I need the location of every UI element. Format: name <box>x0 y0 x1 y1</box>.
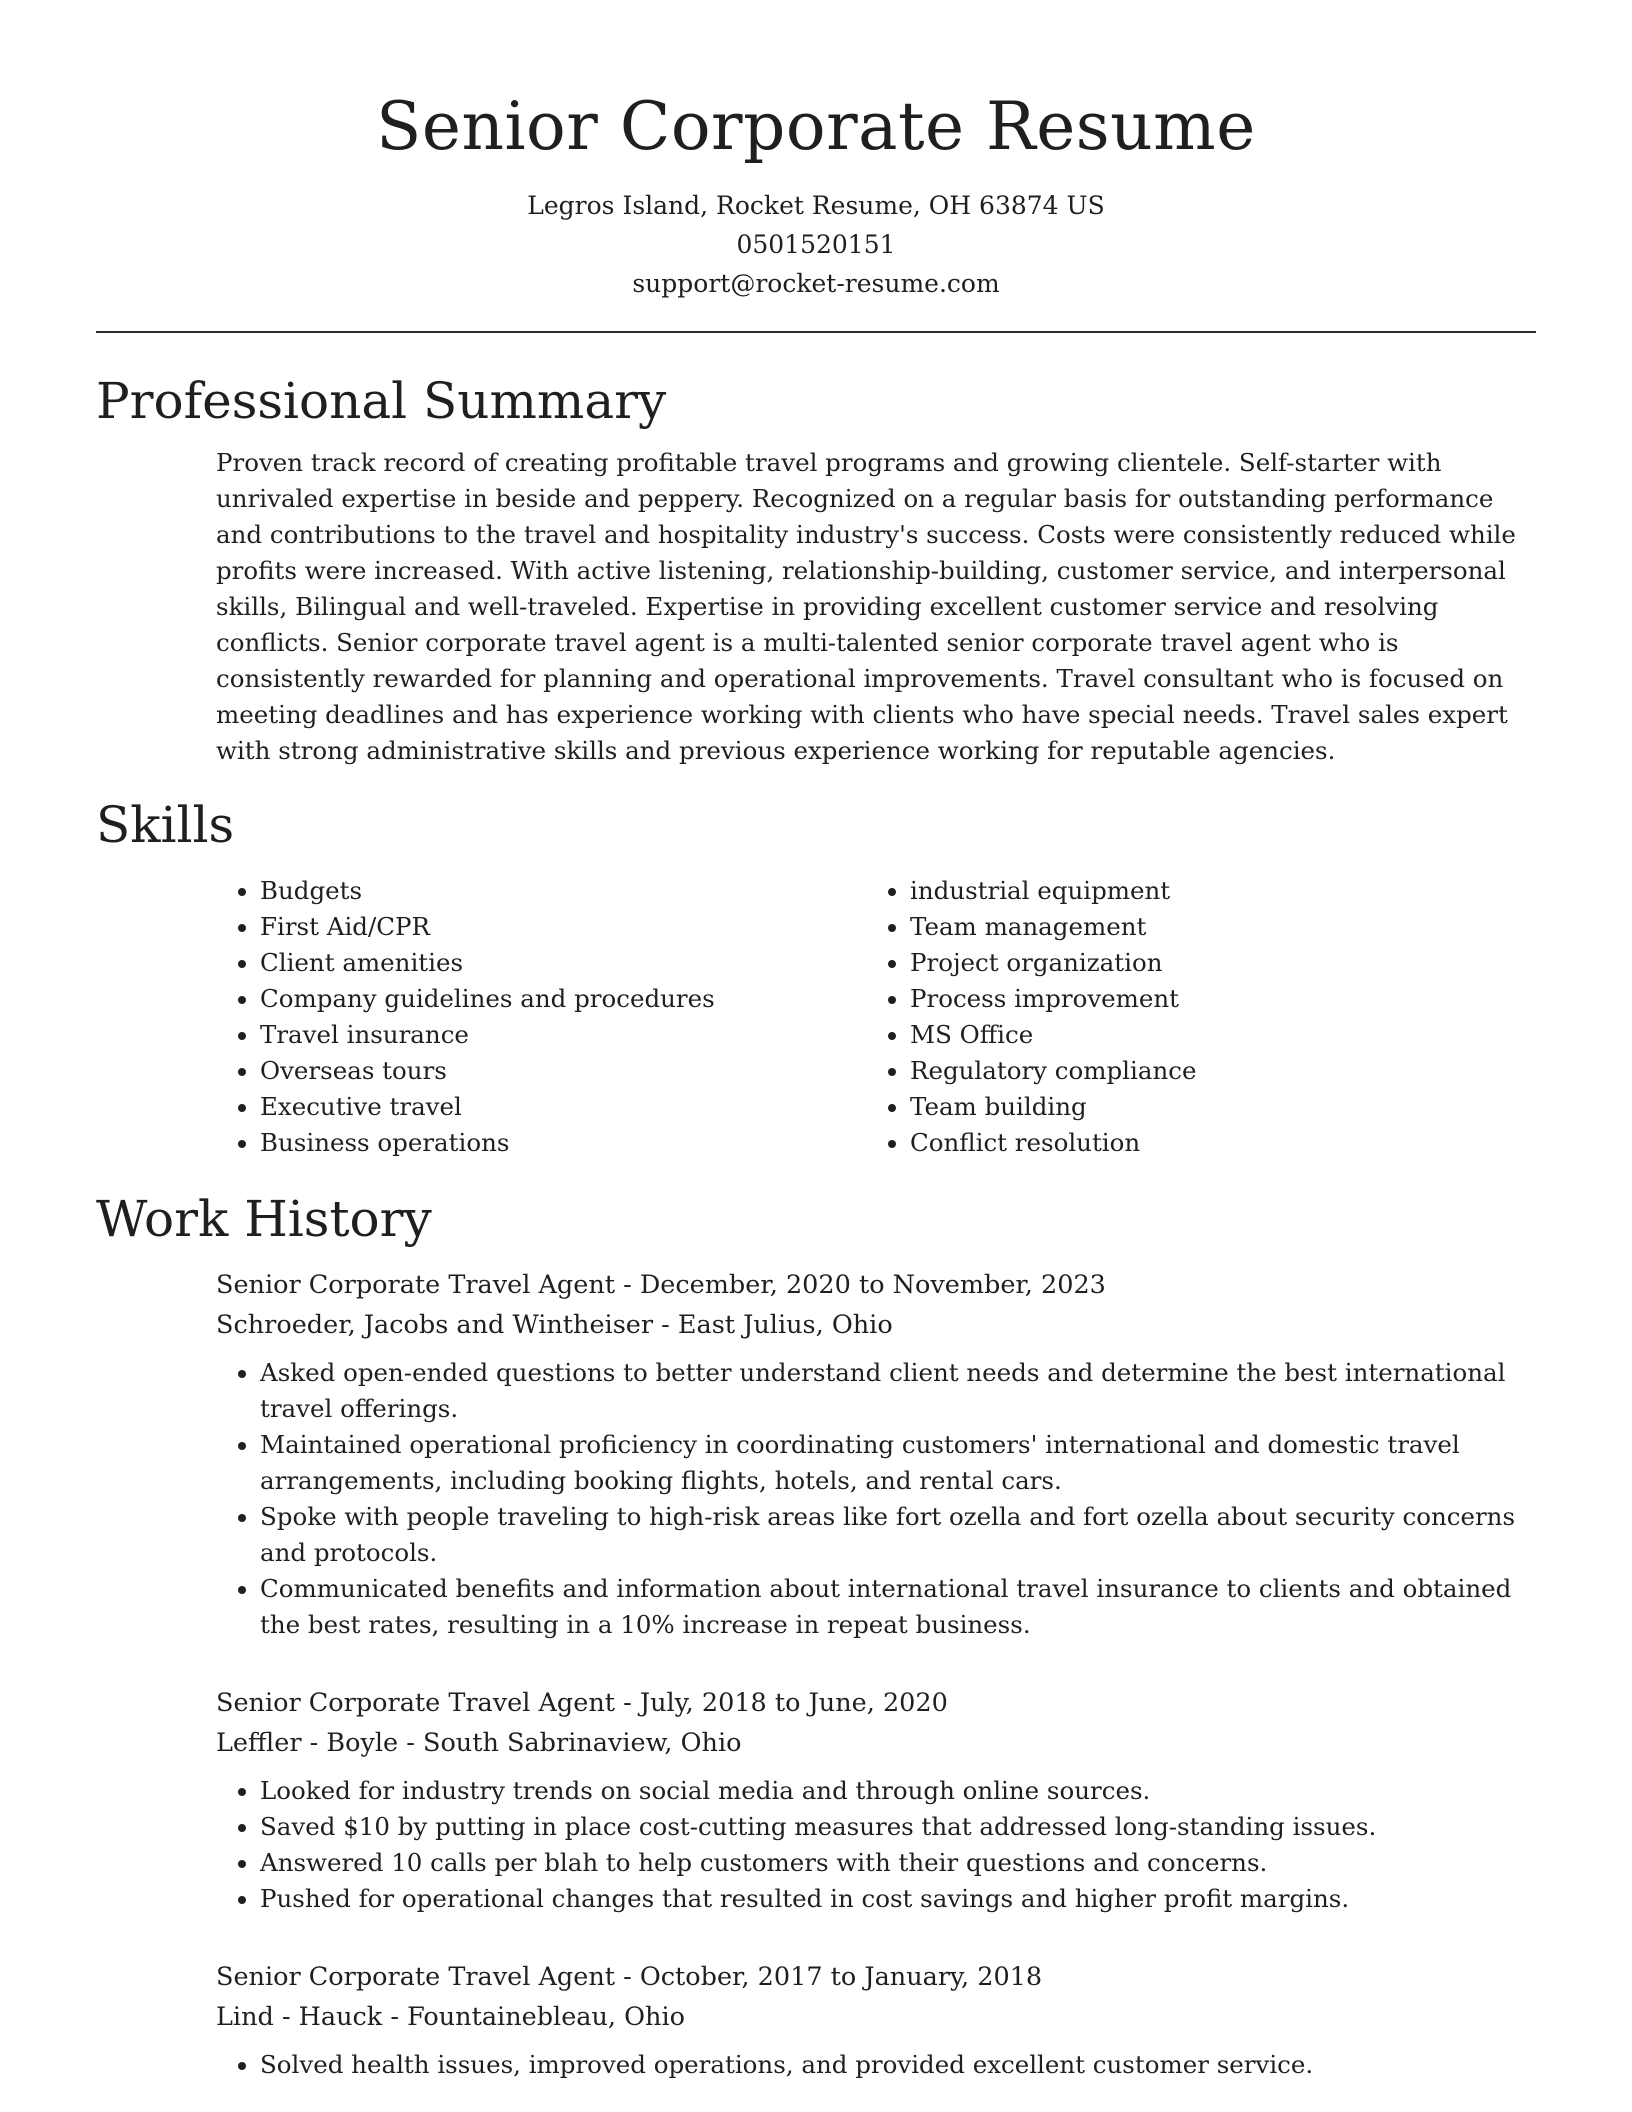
resume-page <box>96 0 1536 2083</box>
job-entry <box>216 1683 1536 1917</box>
contact-phone: 0501520151 <box>736 230 896 259</box>
skills-column-left <box>216 873 866 1161</box>
job-bullets <box>216 2047 1536 2083</box>
job-role: Senior Corporate Travel Agent <box>216 1270 616 1300</box>
job-bullet: • Solved health issues, improved operations, and provided excellent customer service. <box>260 2047 1536 2083</box>
skill-item: • Business operations <box>260 1125 866 1161</box>
job-company: Leffler - Boyle <box>216 1728 399 1758</box>
skill-item: • MS Office <box>910 1017 1516 1053</box>
work-history-heading: Work History <box>96 1190 432 1248</box>
job-entry <box>216 1957 1536 2083</box>
job-title-line: Senior Corporate Travel Agent - October, 2017 to January, 2018 <box>216 1962 1043 1992</box>
job-bullets <box>216 1355 1536 1643</box>
job-bullet: • Pushed for operational changes that resulted in cost savings and higher profit margins. <box>260 1881 1536 1917</box>
job-role: Senior Corporate Travel Agent <box>216 1688 616 1718</box>
skill-item: • Process improvement <box>910 981 1516 1017</box>
skill-item: • Team management <box>910 909 1516 945</box>
skill-item: • Budgets <box>260 873 866 909</box>
skill-item: • Conflict resolution <box>910 1125 1516 1161</box>
skill-item: • Regulatory compliance <box>910 1053 1516 1089</box>
summary-heading: Professional Summary <box>96 372 667 430</box>
skill-item: • Company guidelines and procedures <box>260 981 866 1017</box>
job-company-line: Schroeder, Jacobs and Wintheiser - East Julius, Ohio <box>216 1310 893 1340</box>
job-company-line: Lind - Hauck - Fountainebleau, Ohio <box>216 2002 685 2032</box>
job-entry <box>216 1265 1536 1643</box>
skill-item: • Travel insurance <box>260 1017 866 1053</box>
skill-item: • industrial equipment <box>910 873 1516 909</box>
skill-item: • Client amenities <box>260 945 866 981</box>
job-bullet: • Communicated benefits and information about international travel insurance to clients and obtained the best rates, resulting in a 10% increase in repeat business. <box>260 1571 1536 1643</box>
job-role: Senior Corporate Travel Agent <box>216 1962 616 1992</box>
job-bullet: • Asked open-ended questions to better understand client needs and determine the best international travel offerings. <box>260 1355 1536 1427</box>
job-dates: December, 2020 to November, 2023 <box>639 1270 1106 1300</box>
job-bullet: • Maintained operational proficiency in coordinating customers' international and domestic travel arrangements, including booking flights, hotels, and rental cars. <box>260 1427 1536 1499</box>
job-company-line: Leffler - Boyle - South Sabrinaview, Ohio <box>216 1728 742 1758</box>
skills-heading: Skills <box>96 796 235 854</box>
skill-item: • Project organization <box>910 945 1516 981</box>
skill-item: • Overseas tours <box>260 1053 866 1089</box>
header-divider <box>96 331 1536 333</box>
job-bullets <box>216 1773 1536 1917</box>
job-bullet: • Spoke with people traveling to high-risk areas like fort ozella and fort ozella about security concerns and protocols. <box>260 1499 1536 1571</box>
skill-item: • Team building <box>910 1089 1516 1125</box>
skill-item: • First Aid/CPR <box>260 909 866 945</box>
contact-email: support@rocket-resume.com <box>632 269 1000 298</box>
contact-block <box>96 186 1536 303</box>
resume-title: Senior Corporate Resume <box>376 88 1256 165</box>
contact-address: Legros Island, Rocket Resume, OH 63874 US <box>527 191 1105 220</box>
job-bullet: • Looked for industry trends on social media and through online sources. <box>260 1773 1536 1809</box>
job-dates: July, 2018 to June, 2020 <box>639 1688 948 1718</box>
skill-item: • Executive travel <box>260 1089 866 1125</box>
job-location: Fountainebleau, Ohio <box>407 2002 685 2032</box>
job-company: Lind - Hauck <box>216 2002 383 2032</box>
job-title-line: Senior Corporate Travel Agent - December, 2020 to November, 2023 <box>216 1270 1106 1300</box>
job-company: Schroeder, Jacobs and Wintheiser <box>216 1310 654 1340</box>
job-bullet: • Saved $10 by putting in place cost-cutting measures that addressed long-standing issues. <box>260 1809 1536 1845</box>
job-location: South Sabrinaview, Ohio <box>422 1728 742 1758</box>
summary-text: Proven track record of creating profitable travel programs and growing clientele. Self-starter with unrivaled expertise in beside and peppery. Recognized on a regular basis for outstanding performance and contributions to the travel and hospitality industry's success. Costs were consistently reduced while profits were increased. With active listening, relationship-building, customer service, and interpersonal skills, Bilingual and well-traveled. Expertise in providing excellent customer service and resolving conflicts. Senior corporate travel agent is a multi-talented senior corporate travel agent who is consistently rewarded for planning and operational improvements. Travel consultant who is focused on meeting deadlines and has experience working with clients who have special needs. Travel sales expert with strong administrative skills and previous experience working for reputable agencies. <box>216 448 1516 765</box>
job-title-line: Senior Corporate Travel Agent - July, 2018 to June, 2020 <box>216 1688 948 1718</box>
job-bullet: • Answered 10 calls per blah to help customers with their questions and concerns. <box>260 1845 1536 1881</box>
job-dates: October, 2017 to January, 2018 <box>639 1962 1043 1992</box>
skills-list <box>216 873 1536 1161</box>
skills-column-right <box>866 873 1516 1161</box>
job-location: East Julius, Ohio <box>677 1310 893 1340</box>
